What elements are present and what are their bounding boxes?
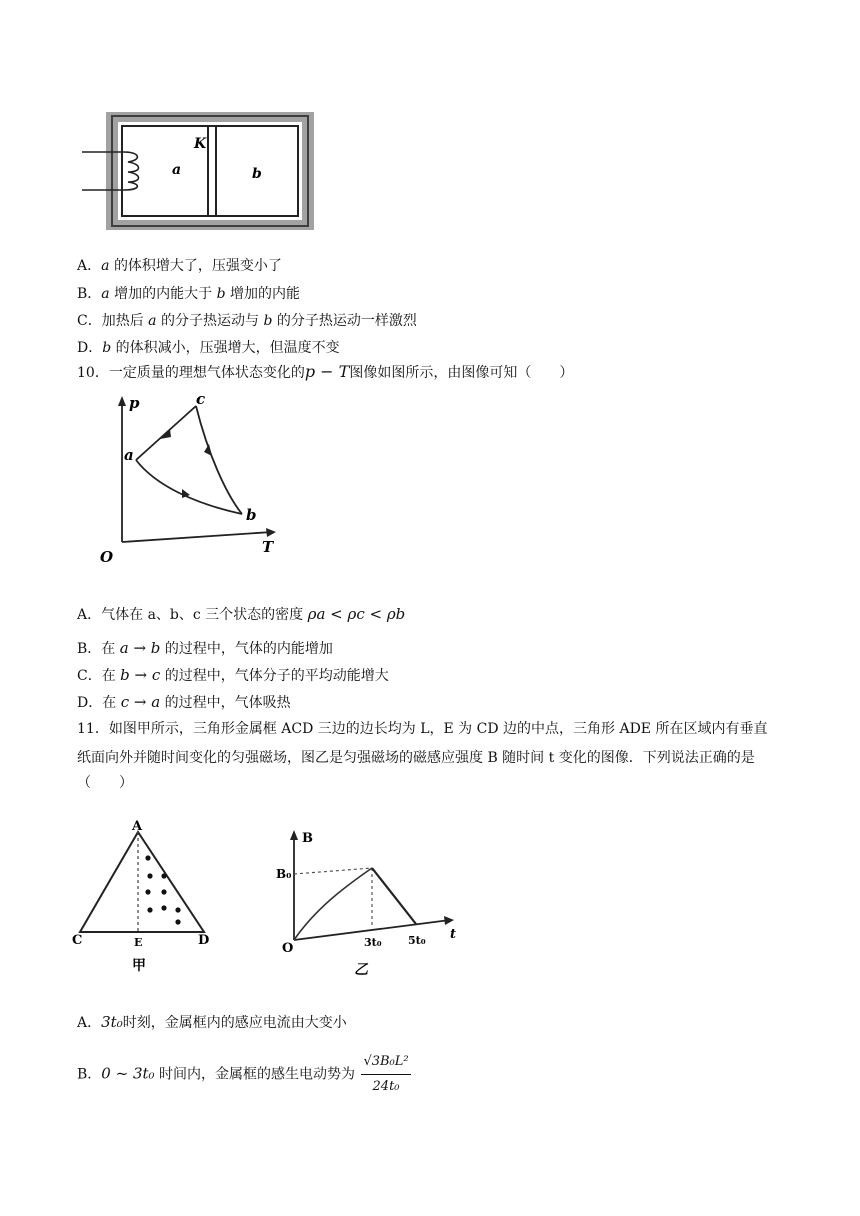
caption-yi: 乙 — [354, 962, 368, 978]
tick-5t0-label: 5t₀ — [408, 934, 426, 947]
q11-option-a: A．3t₀时刻，金属框内的感应电流由大变小 — [77, 1013, 347, 1031]
caption-jia: 甲 — [132, 958, 146, 974]
q11-stem-line3: （ ） — [77, 775, 133, 791]
label-a: a — [172, 162, 182, 178]
point-a-label: a — [124, 446, 134, 464]
q10-option-d: D．在 c → a 的过程中，气体吸热 — [77, 693, 291, 711]
q9-figure — [78, 112, 318, 230]
q11-stem-line1: 11．如图甲所示，三角形金属框 ACD 三边的边长均为 L，E 为 CD 边的中点，三角形 ADE 所在区域内有垂直 — [77, 721, 768, 737]
axis-t-label: T — [262, 538, 274, 556]
q9-option-d: D．b 的体积减小，压强增大，但温度不变 — [77, 340, 340, 356]
vertex-d-label: D — [198, 933, 210, 948]
q10-figure — [96, 394, 286, 566]
emf-fraction — [361, 1050, 410, 1099]
b0-label: B₀ — [276, 867, 292, 881]
q9-option-c: C．加热后 a 的分子热运动与 b 的分子热运动一样激烈 — [77, 313, 417, 329]
emf-fraction-numerator: √3B₀L² — [361, 1050, 410, 1075]
q10-option-c: C．在 b → c 的过程中，气体分子的平均动能增大 — [77, 666, 389, 684]
q11-figure-jia — [70, 818, 220, 980]
q10-option-b: B．在 a → b 的过程中，气体的内能增加 — [77, 639, 333, 657]
label-k: K — [194, 136, 207, 152]
point-c-label: c — [196, 394, 206, 408]
q10-option-a: A．气体在 a、b、c 三个状态的密度 ρa < ρc < ρb — [77, 605, 406, 623]
vertex-c-label: C — [72, 933, 83, 948]
point-e-label: E — [134, 936, 143, 949]
origin-label-yi: O — [282, 941, 294, 956]
axis-b-label: B — [302, 831, 313, 846]
q11-stem-line2: 纸面向外并随时间变化的匀强磁场，图乙是匀强磁场的磁感应强度 B 随时间 t 变化的图像．下列说法正确的是 — [77, 750, 755, 766]
q9-option-b: B．a 增加的内能大于 b 增加的内能 — [77, 286, 300, 302]
origin-label: O — [100, 548, 114, 566]
label-b: b — [252, 166, 262, 182]
vertex-a-label: A — [132, 819, 143, 834]
axis-p-label: p — [129, 394, 140, 412]
q11-figure-yi — [276, 828, 462, 980]
q10-stem: 10．一定质量的理想气体状态变化的p − T图像如图所示，由图像可知（ ） — [77, 362, 574, 381]
point-b-label: b — [246, 506, 257, 524]
q9-option-a: A．a 的体积增大了，压强变小了 — [77, 258, 282, 274]
tick-3t0-label: 3t₀ — [364, 936, 382, 949]
axis-t-label-yi: t — [450, 927, 457, 942]
q11-stem — [77, 715, 789, 793]
q11-option-b: B．0 ~ 3t₀ 时间内，金属框的感生电动势为 $\frac{\text{√3B₀L²}}{\text{24t₀}}$ — [77, 1050, 411, 1099]
emf-fraction-denominator: 24t₀ — [372, 1079, 400, 1094]
